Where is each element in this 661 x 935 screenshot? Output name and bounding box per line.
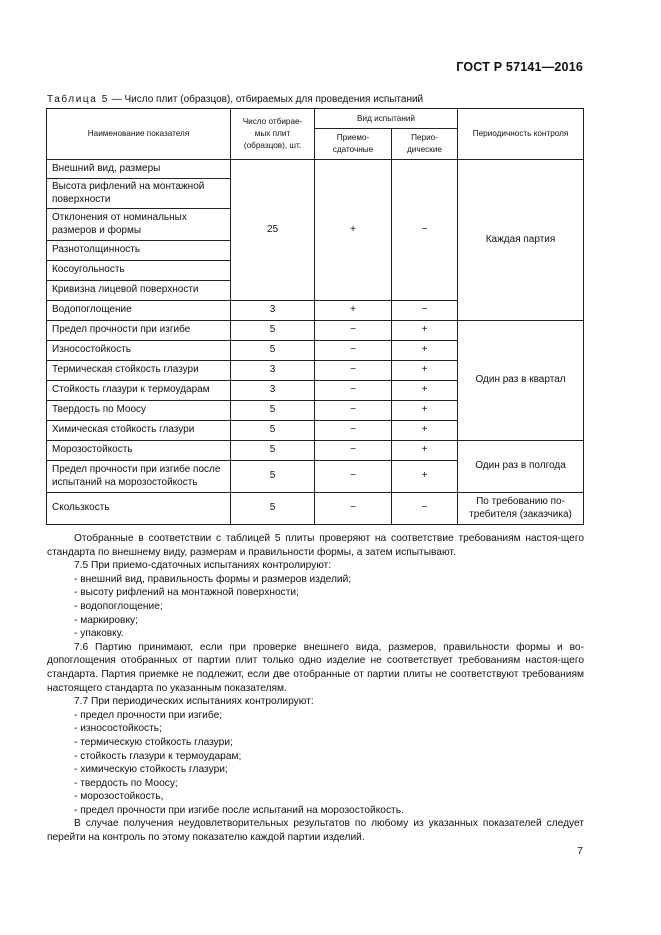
paragraph-7-6: 7.6 Партию принимают, если при проверке внешнего вида, размеров, правильности формы и во-допоглощения отобранных от партии плит только одно изделие не соответствует требованиям настоя-щего стандарта. Партия приемке не подлежит, если две отобранные от партии плиты не соответствуют требованиям настоящего стандарта по указанным показателям. [47,641,584,694]
table-cell-name: Разнотолщинность [47,241,231,261]
table-cell-acceptance: − [315,341,392,361]
table-cell-acceptance: − [315,441,392,461]
table-caption-label: Таблица 5 [47,94,109,105]
table-cell-periodic: + [392,381,458,401]
table-cell-acceptance: + [315,160,392,301]
table-cell-count: 3 [231,301,315,321]
table-cell-periodicity: Каждая партия [458,160,584,321]
table-cell-count: 5 [231,461,315,493]
table-cell-name: Термическая стойкость глазури [47,361,231,381]
header-periodic: Перио-дические [392,129,458,160]
table-cell-count: 5 [231,421,315,441]
table-cell-name: Косоугольность [47,261,231,281]
list-item: - маркировку; [74,614,138,626]
table-cell-periodicity: Один раз в квартал [458,321,584,441]
table-caption [47,94,423,105]
table-cell-periodic: − [392,493,458,525]
table-cell-name: Высота рифлений на монтажной поверхности [47,179,231,209]
table-cell-acceptance: − [315,361,392,381]
table-cell-name: Твердость по Моосу [47,401,231,421]
header-name: Наименование показателя [47,109,231,160]
table-cell-acceptance: + [315,301,392,321]
table-cell-name: Предел прочности при изгибе после испытаний на морозостойкость [47,461,231,493]
table-cell-acceptance: − [315,461,392,493]
table-cell-name: Внешний вид, размеры [47,160,231,179]
table-cell-count: 5 [231,321,315,341]
sampling-table [46,108,584,525]
table-cell-periodic: + [392,441,458,461]
list-item: - стойкость глазури к термоударам; [74,750,242,762]
standard-number: ГОСТ Р 57141—2016 [456,60,583,74]
list-item: - термическую стойкость глазури; [74,736,233,748]
table-cell-periodic: + [392,461,458,493]
list-item: - высоту рифлений на монтажной поверхности; [74,587,299,599]
table-cell-count: 5 [231,441,315,461]
table-cell-count: 3 [231,361,315,381]
table-cell-count: 5 [231,341,315,361]
table-cell-count: 5 [231,493,315,525]
table-cell-periodic: − [392,301,458,321]
header-periodicity: Периодичность контроля [458,109,584,160]
table-caption-text: — Число плит (образцов), отбираемых для проведения испытаний [108,94,424,105]
table-cell-name: Водопоглощение [47,301,231,321]
paragraph-7-7: 7.7 При периодических испытаниях контролируют: [74,696,314,708]
table-cell-periodicity: Один раз в полгода [458,441,584,493]
table-cell-count: 25 [231,160,315,301]
table-cell-periodic: + [392,361,458,381]
table-cell-name: Скользкость [47,493,231,525]
list-item: - твердость по Моосу; [74,777,178,789]
table-cell-acceptance: − [315,493,392,525]
paragraph: Отобранные в соответствии с таблицей 5 плиты проверяют на соответствие требованиям настоя-щего стандарта по внешнему виду, размерам и правильности формы, а затем испытывают. [47,533,584,558]
table-cell-name: Кривизна лицевой поверхности [47,281,231,301]
list-item: - водопоглощение; [74,600,163,612]
table-cell-name: Износостойкость [47,341,231,361]
table-cell-periodic: − [392,160,458,301]
table-cell-name: Предел прочности при изгибе [47,321,231,341]
table-cell-count: 5 [231,401,315,421]
header-acceptance: Приемо-сдаточные [315,129,392,160]
paragraph-7-5: 7.5 При приемо-сдаточных испытаниях контролируют: [74,560,332,572]
paragraph: В случае получения неудовлетворительных результатов по любому из указанных показателей следует перейти на контроль по этому показателю каждой партии изделий. [47,818,584,844]
table-cell-acceptance: − [315,381,392,401]
table-cell-periodic: + [392,401,458,421]
list-item: - предел прочности при изгибе; [74,709,223,721]
table-cell-periodic: + [392,421,458,441]
table-cell-acceptance: − [315,421,392,441]
table-cell-acceptance: − [315,321,392,341]
list-item: - предел прочности при изгибе после испытаний на морозостойкость. [74,804,404,816]
body-text [47,532,584,845]
page-number: 7 [577,845,583,857]
list-item: - химическую стойкость глазури; [74,764,228,776]
table-cell-acceptance: − [315,401,392,421]
table-cell-name: Стойкость глазури к термоударам [47,381,231,401]
list-item: - внешний вид, правильность формы и размеров изделий; [74,573,352,585]
list-item: - морозостойкость, [74,791,164,803]
list-item: - упаковку. [74,628,124,640]
table-cell-periodicity: По требованию по-требителя (заказчика) [458,493,584,525]
table-cell-name: Химическая стойкость глазури [47,421,231,441]
table-cell-name: Морозостойкость [47,441,231,461]
table-cell-periodic: + [392,321,458,341]
header-test-type: Вид испытаний [315,109,458,129]
header-count: Число отбирае-мых плит (образцов), шт. [231,109,315,160]
table-cell-periodic: + [392,341,458,361]
table-cell-count: 3 [231,381,315,401]
table-cell-name: Отклонения от номинальных размеров и формы [47,209,231,241]
list-item: - износостойкость; [74,723,162,735]
